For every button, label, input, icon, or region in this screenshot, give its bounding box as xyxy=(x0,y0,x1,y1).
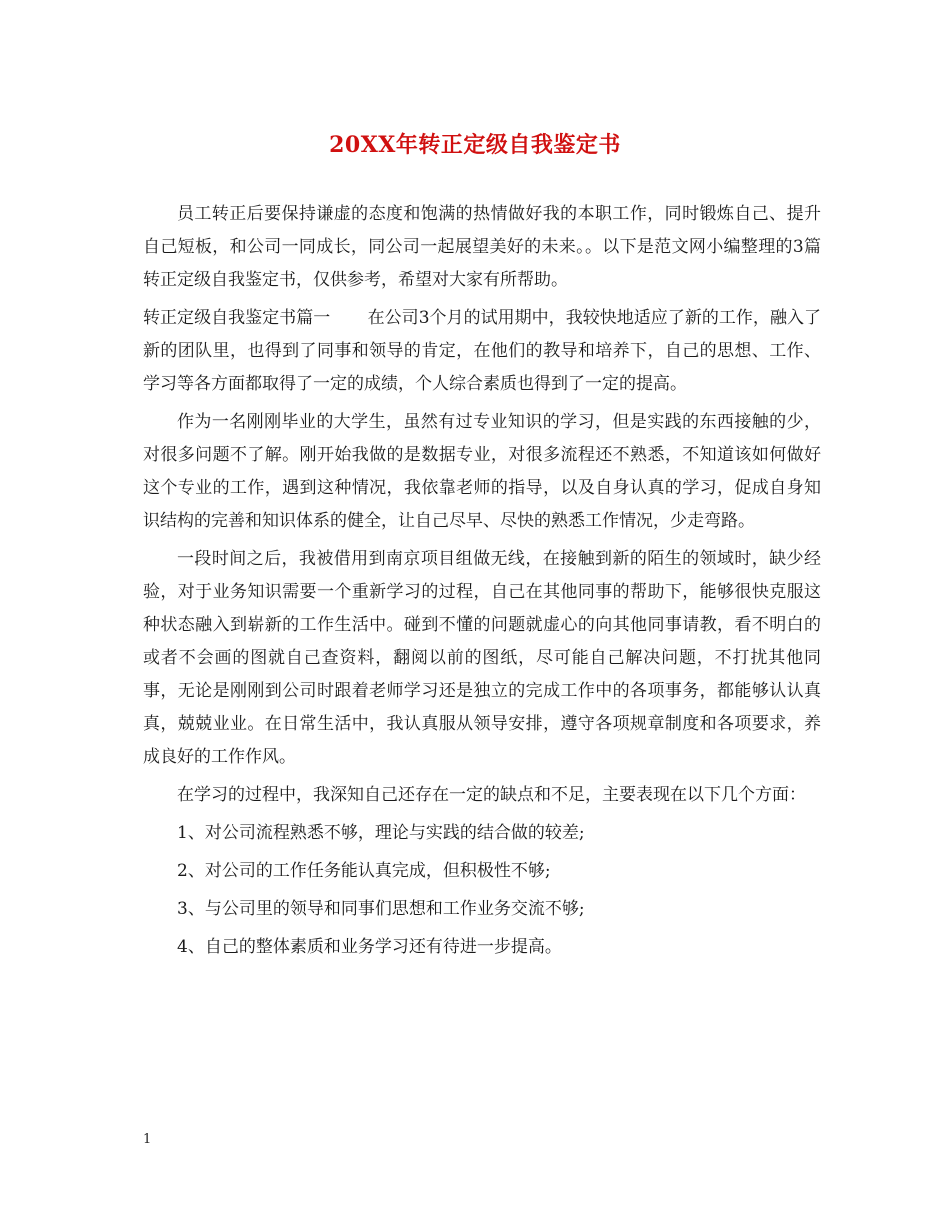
list-item: 1、对公司流程熟悉不够，理论与实践的结合做的较差; xyxy=(177,823,585,843)
section-one-paragraph xyxy=(143,302,821,401)
list-item: 4、自己的整体素质和业务学习还有待进一步提高。 xyxy=(177,937,562,957)
section-first-paragraph-text: 在公司3个月的试用期中，我较快地适应了新的工作，融入了新的团队里，也得到了同事和领导的肯定，在他们的教导和培养下，自己的思想、工作、学习等各方面都取得了一定的成绩，个人综合素质也得到了一定的提高。 xyxy=(143,308,821,394)
body-paragraph: 一段时间之后，我被借用到南京项目组做无线，在接触到新的陌生的领域时，缺少经验，对于业务知识需要一个重新学习的过程，自己在其他同事的帮助下，能够很快克服这种状态融入到崭新的工作生活中。碰到不懂的问题就虚心的向其他同事请教，看不明白的或者不会画的图就自己查资料，翻阅以前的图纸，尽可能自己解决问题，不打扰其他同事，无论是刚刚到公司时跟着老师学习还是独立的完成工作中的各项事务，都能够认认真真，兢兢业业。在日常生活中，我认真服从领导安排，遵守各项规章制度和各项要求，养成良好的工作作风。 xyxy=(143,549,821,767)
document-title: 20XX年转正定级自我鉴定书 xyxy=(329,132,621,158)
body-paragraph: 在学习的过程中，我深知自己还存在一定的缺点和不足，主要表现在以下几个方面： xyxy=(177,785,806,805)
section-heading: 转正定级自我鉴定书篇一 xyxy=(143,308,331,328)
body-paragraph: 作为一名刚刚毕业的大学生，虽然有过专业知识的学习，但是实践的东西接触的少，对很多问题不了解。刚开始我做的是数据专业，对很多流程还不熟悉，不知道该如何做好这个专业的工作，遇到这种情况，我依靠老师的指导，以及自身认真的学习，促成自身知识结构的完善和知识体系的健全，让自己尽早、尽快的熟悉工作情况，少走弯路。 xyxy=(143,412,821,531)
document-body xyxy=(143,198,821,969)
list-item: 2、对公司的工作任务能认真完成，但积极性不够; xyxy=(177,861,551,881)
list-item: 3、与公司里的领导和同事们思想和工作业务交流不够; xyxy=(177,899,585,919)
page-number: 1 xyxy=(143,1132,152,1147)
intro-paragraph: 员工转正后要保持谦虚的态度和饱满的热情做好我的本职工作，同时锻炼自己、提升自己短板，和公司一同成长，同公司一起展望美好的未来。。以下是范文网小编整理的3篇转正定级自我鉴定书，仅供参考，希望对大家有所帮助。 xyxy=(143,204,821,290)
